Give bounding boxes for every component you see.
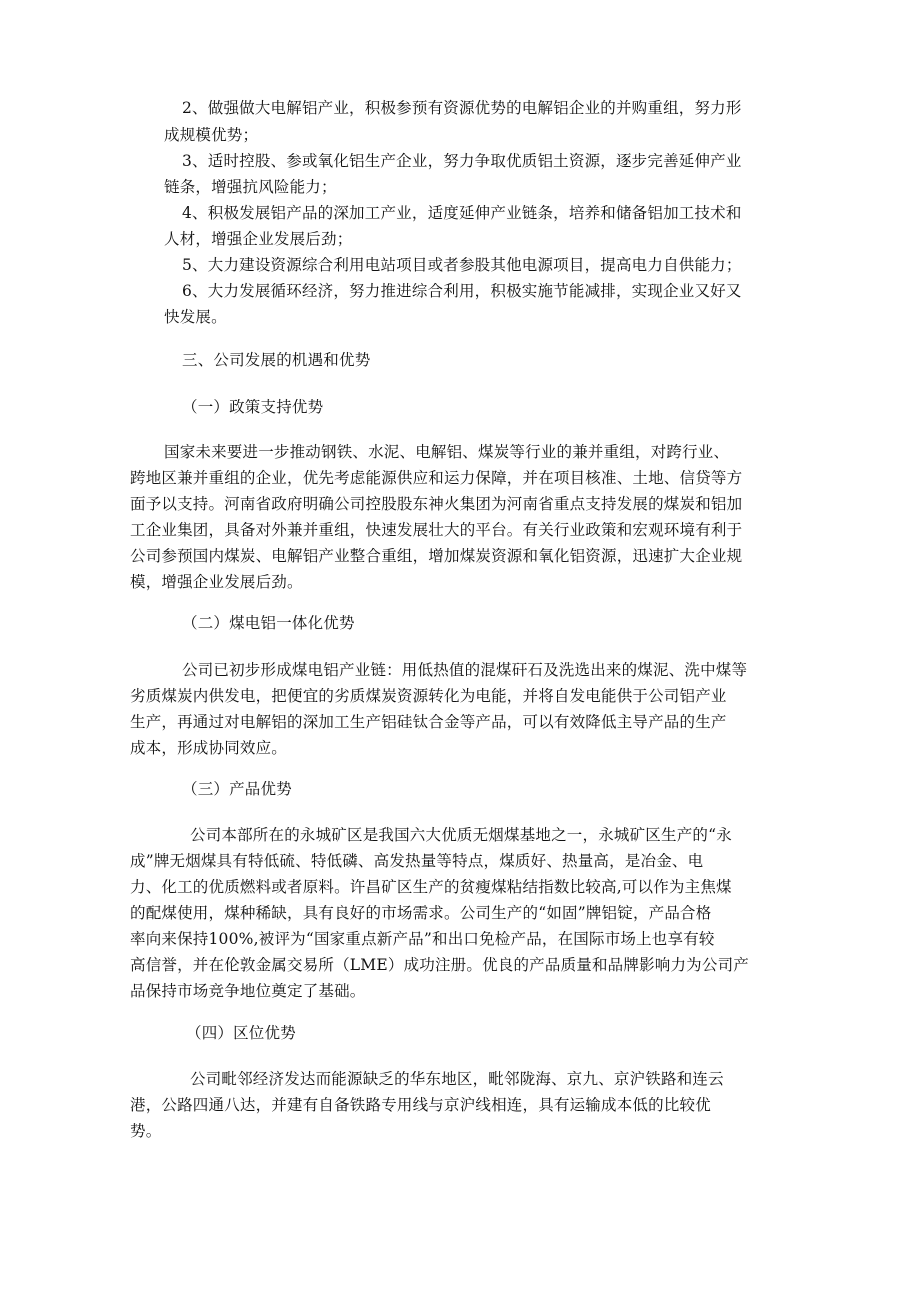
paragraph-line: 势。 (130, 1122, 162, 1140)
section-heading: 三、公司发展的机遇和优势 (182, 351, 371, 369)
paragraph-line: 公司已初步形成煤电铝产业链：用低热值的混煤矸石及洗选出来的煤泥、洗中煤等 (182, 661, 748, 679)
list-item-line: 4、积极发展铝产品的深加工产业，适度延伸产业链条，培养和储备铝加工技术和 (182, 204, 742, 222)
paragraph-line: 公司参预国内煤炭、电解铝产业整合重组，增加煤炭资源和氧化铝资源，迅速扩大企业规 (130, 547, 743, 565)
subsection-heading: （四）区位优势 (186, 1024, 296, 1042)
paragraph-line: 国家未来要进一步推动钢铁、水泥、电解铝、煤炭等行业的兼并重组，对跨行业、 (164, 443, 730, 461)
paragraph-line: 生产，再通过对电解铝的深加工生产铝硅钛合金等产品，可以有效降低主导产品的生产 (130, 713, 727, 731)
paragraph-line: 成”牌无烟煤具有特低硫、特低磷、高发热量等特点，煤质好、热量高，是冶金、电 (130, 852, 704, 870)
paragraph-line: 跨地区兼并重组的企业，优先考虑能源供应和运力保障，并在项目核准、土地、信贷等方 (130, 469, 743, 487)
list-item-line: 成规模优势； (164, 126, 259, 144)
paragraph-line: 高信誉，并在伦敦金属交易所（LME）成功注册。优良的产品质量和品牌影响力为公司产 (130, 956, 749, 974)
subsection-heading: （二）煤电铝一体化优势 (182, 614, 355, 632)
paragraph-line: 的配煤使用，煤种稀缺，具有良好的市场需求。公司生产的“如固”牌铝锭，产品合格 (130, 904, 712, 922)
subsection-heading: （一）政策支持优势 (182, 398, 324, 416)
list-item-line: 快发展。 (164, 308, 227, 326)
list-item-line: 人材，增强企业发展后劲； (164, 230, 353, 248)
list-item-line: 2、做强做大电解铝产业，积极参预有资源优势的电解铝企业的并购重组，努力形 (182, 99, 742, 117)
list-item-line: 链条，增强抗风险能力； (164, 178, 337, 196)
paragraph-line: 品保持市场竞争地位奠定了基础。 (130, 982, 366, 1000)
paragraph-line: 模，增强企业发展后劲。 (130, 573, 303, 591)
list-item-line: 6、大力发展循环经济，努力推进综合利用，积极实施节能减排，实现企业又好又 (182, 282, 742, 300)
paragraph-line: 港，公路四通八达，并建有自备铁路专用线与京沪线相连，具有运输成本低的比较优 (130, 1096, 711, 1114)
paragraph-line: 面予以支持。河南省政府明确公司控股股东神火集团为河南省重点支持发展的煤炭和铝加 (130, 495, 743, 513)
list-item-line: 5、大力建设资源综合利用电站项目或者参股其他电源项目，提高电力自供能力； (182, 256, 742, 274)
paragraph-line: 率向来保持100%,被评为“国家重点新产品”和出口免检产品，在国际市场上也享有较 (130, 930, 715, 948)
paragraph-line: 成本，形成协同效应。 (130, 739, 288, 757)
paragraph-line: 劣质煤炭内供发电，把便宜的劣质煤炭资源转化为电能，并将自发电能供于公司铝产业 (130, 687, 727, 705)
list-item-line: 3、适时控股、参或氧化铝生产企业，努力争取优质铝土资源，逐步完善延伸产业 (182, 152, 742, 170)
paragraph-line: 工企业集团，具备对外兼并重组，快速发展壮大的平台。有关行业政策和宏观环境有利于 (130, 521, 743, 539)
paragraph-line: 力、化工的优质燃料或者原料。许昌矿区生产的贫瘦煤粘结指数比较高,可以作为主焦煤 (130, 878, 732, 896)
paragraph-line: 公司毗邻经济发达而能源缺乏的华东地区，毗邻陇海、京九、京沪铁路和连云 (190, 1070, 724, 1088)
paragraph-line: 公司本部所在的永城矿区是我国六大优质无烟煤基地之一，永城矿区生产的“永 (190, 826, 732, 844)
subsection-heading: （三）产品优势 (182, 780, 292, 798)
